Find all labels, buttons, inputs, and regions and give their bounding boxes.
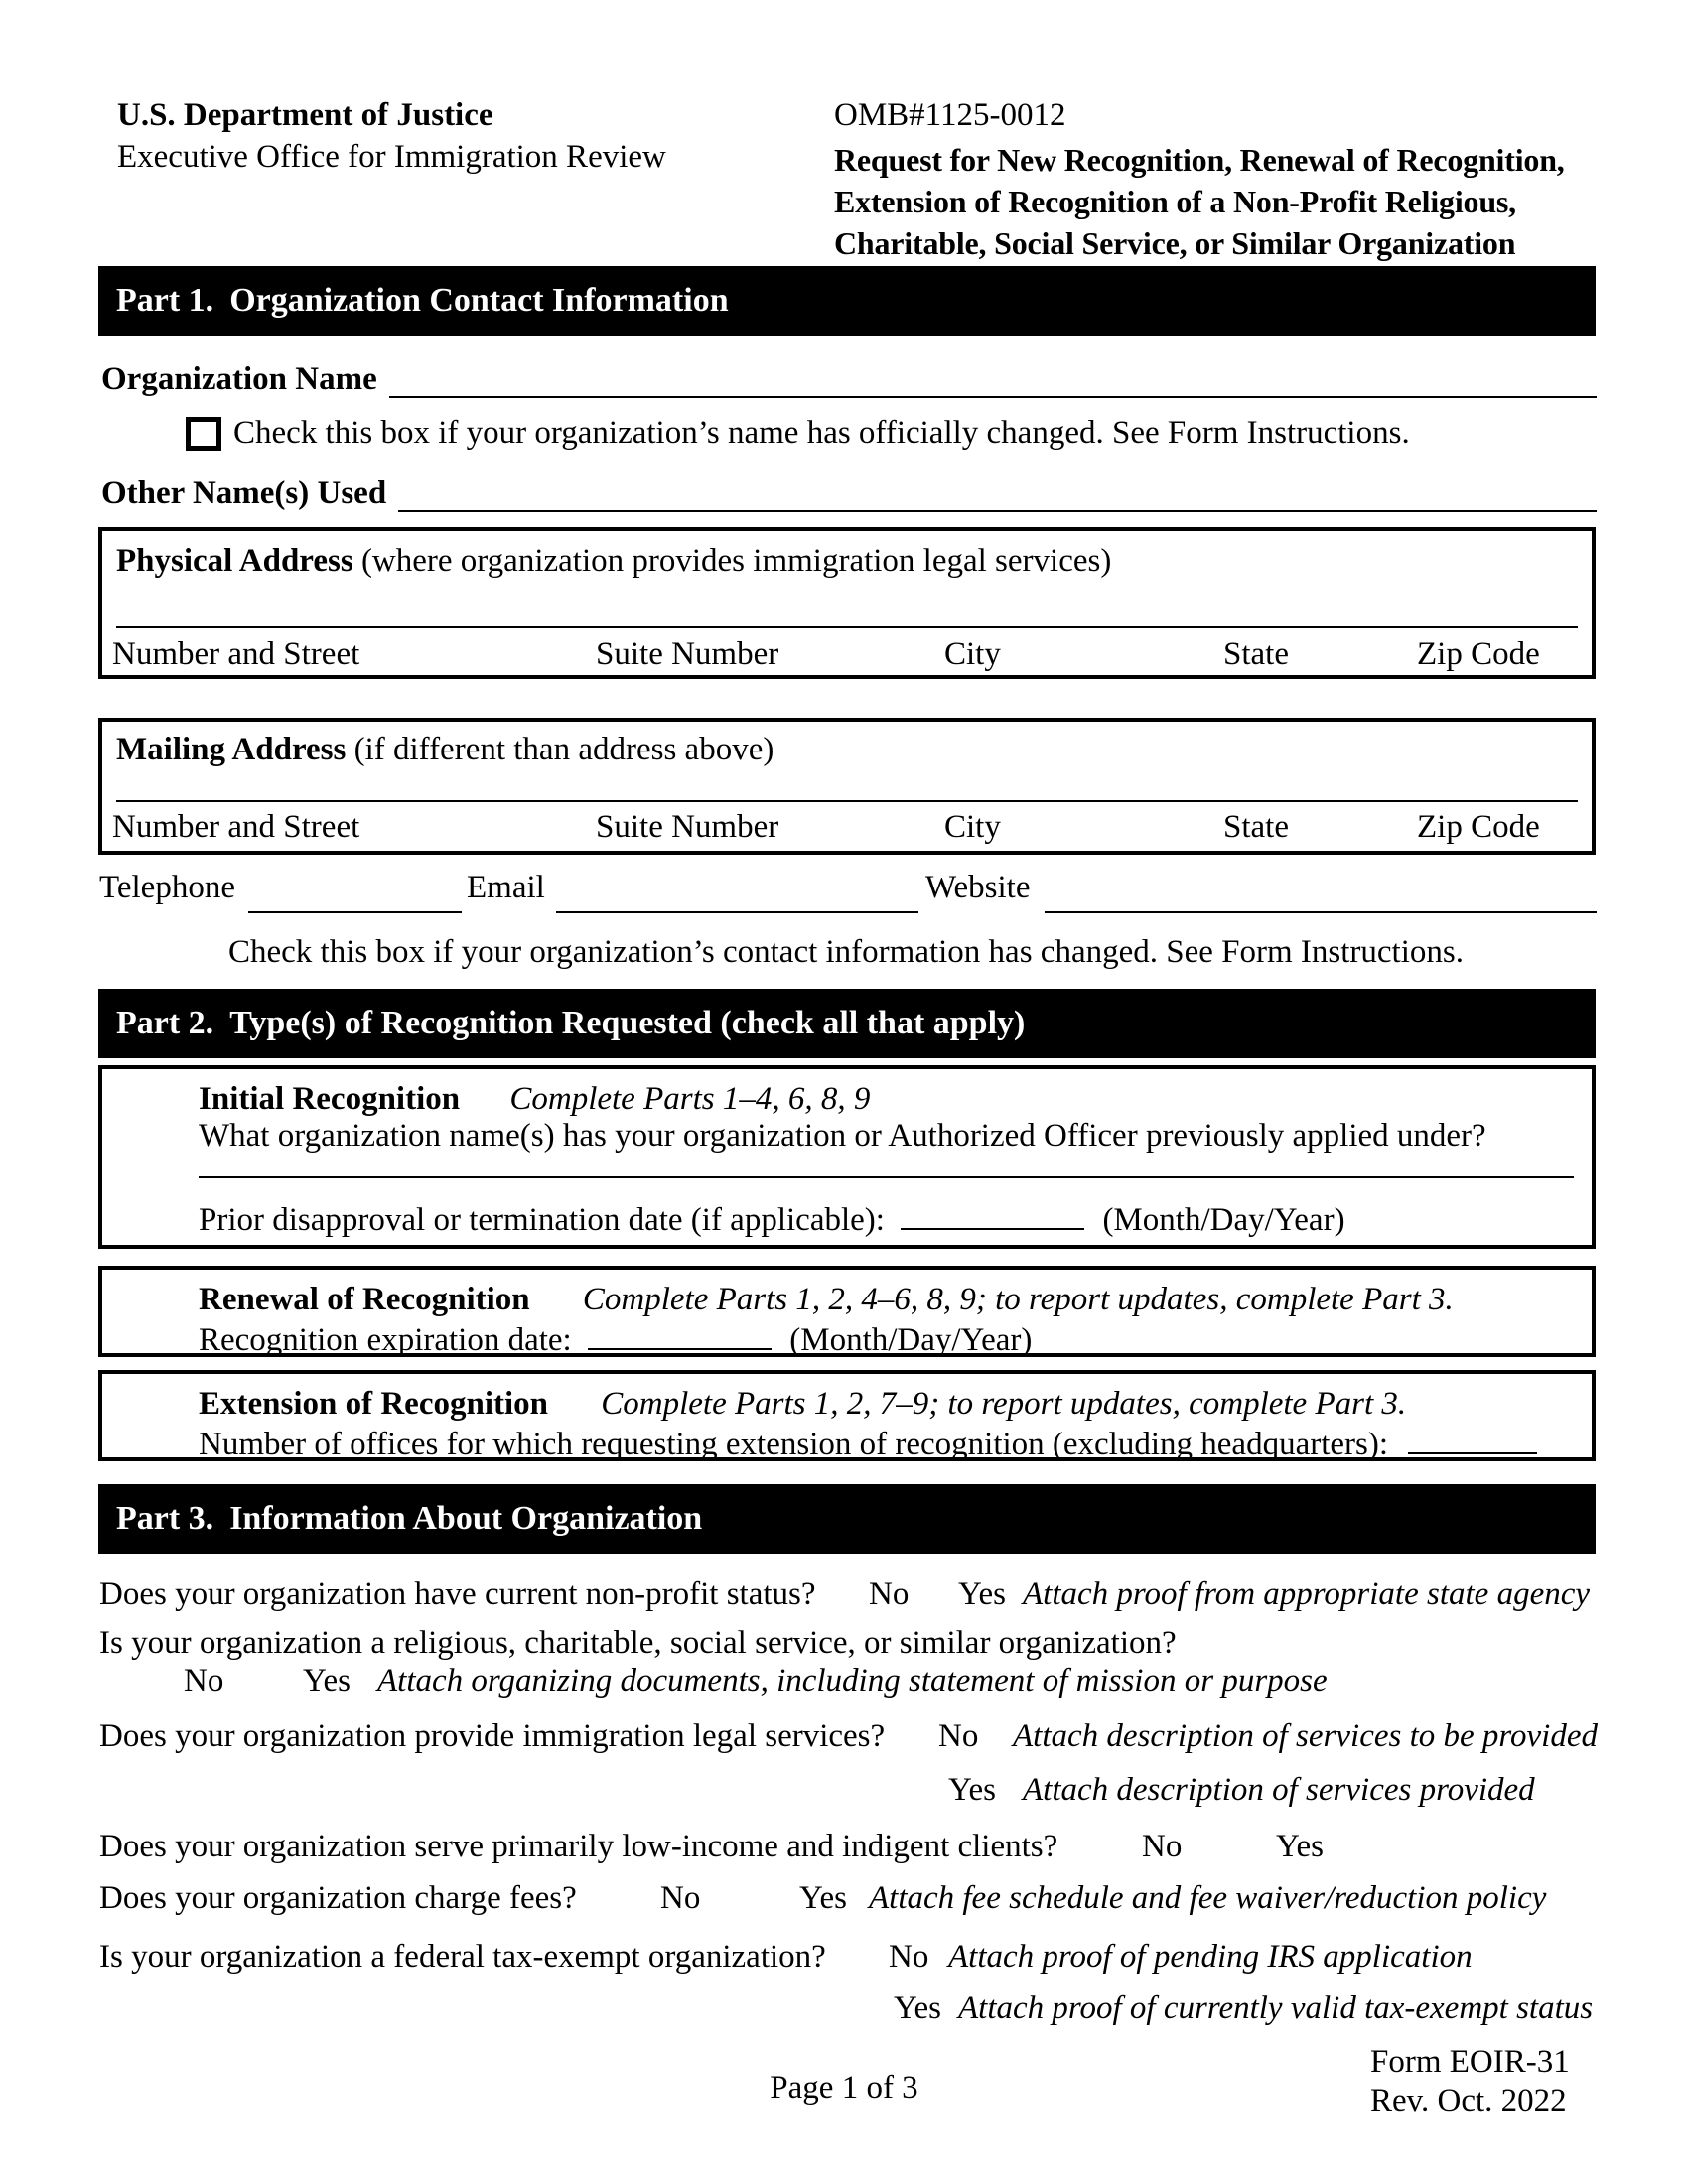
physical-address-label: Physical Address	[116, 543, 353, 579]
part3-header-bar	[98, 1484, 1596, 1554]
office-name: Executive Office for Immigration Review	[117, 139, 666, 175]
part3-number: Part 3.	[116, 1500, 214, 1537]
form-revision: Rev. Oct. 2022	[1370, 2083, 1567, 2118]
mailing-col-suite: Suite Number	[596, 809, 779, 845]
omb-number: OMB#1125-0012	[834, 97, 1066, 133]
q-legal-services-no-attach-note: Attach description of services to be provided	[1013, 1718, 1598, 1754]
mailing-col-state: State	[1223, 809, 1289, 845]
q-legal-services-yes-attach-note: Attach description of services provided	[1023, 1772, 1535, 1808]
physical-col-zip: Zip Code	[1417, 636, 1540, 672]
part2-number: Part 2.	[116, 1005, 214, 1041]
organization-name-input[interactable]	[389, 360, 1597, 398]
other-names-label: Other Name(s) Used	[101, 476, 387, 511]
office-count-input[interactable]	[1408, 1423, 1537, 1454]
mailing-address-label: Mailing Address	[116, 732, 347, 767]
physical-col-state: State	[1223, 636, 1289, 672]
q-low-income-no-option[interactable]: No	[1142, 1829, 1183, 1864]
q-tax-exempt-yes-attach-note: Attach proof of currently valid tax-exempt status	[958, 1990, 1594, 2026]
renewal-recognition-heading	[199, 1282, 1454, 1319]
website-input[interactable]	[1045, 878, 1597, 913]
prior-date-label: Prior disapproval or termination date (if applicable):	[199, 1202, 885, 1238]
mailing-col-number-street: Number and Street	[112, 809, 360, 845]
renewal-recognition-instructions: Complete Parts 1, 2, 4–6, 8, 9; to report updates, complete Part 3.	[582, 1282, 1454, 1317]
q-type-no-option[interactable]: No	[184, 1663, 224, 1699]
form-number: Form EOIR-31	[1370, 2044, 1570, 2080]
initial-recognition-heading	[199, 1081, 870, 1119]
extension-recognition-box[interactable]	[98, 1370, 1596, 1461]
physical-address-input[interactable]	[116, 593, 1578, 628]
physical-col-suite: Suite Number	[596, 636, 779, 672]
q-type-question: Is your organization a religious, charitable, social service, or similar organization?	[99, 1625, 1177, 1661]
physical-address-box	[98, 527, 1596, 679]
previous-names-input[interactable]	[199, 1147, 1574, 1178]
physical-col-number-street: Number and Street	[112, 636, 360, 672]
mailing-address-hint: (if different than address above)	[353, 732, 774, 767]
q-tax-exempt-question: Is your organization a federal tax-exempt organization?	[99, 1939, 826, 1975]
renewal-recognition-box[interactable]	[98, 1266, 1596, 1357]
q-fees-no-option[interactable]: No	[660, 1880, 701, 1916]
extension-recognition-instructions: Complete Parts 1, 2, 7–9; to report updates, complete Part 3.	[601, 1386, 1407, 1422]
q-low-income-yes-option[interactable]: Yes	[1276, 1829, 1325, 1864]
q-tax-exempt-no-attach-note: Attach proof of pending IRS application	[948, 1939, 1473, 1975]
renewal-recognition-label: Renewal of Recognition	[199, 1282, 530, 1317]
q-legal-services-no-option[interactable]: No	[938, 1718, 979, 1754]
form-title-line-1: Request for New Recognition, Renewal of Recognition,	[834, 142, 1565, 178]
part3-title: Information About Organization	[229, 1500, 703, 1537]
other-names-row	[101, 475, 1597, 512]
agency-name: U.S. Department of Justice	[117, 97, 493, 133]
prior-date-input[interactable]	[901, 1198, 1084, 1230]
prior-date-format: (Month/Day/Year)	[1102, 1202, 1345, 1238]
email-input[interactable]	[556, 878, 918, 913]
mailing-address-heading	[116, 732, 774, 769]
contact-changed-label: Check this box if your organization’s contact information has changed. See Form Instructions.	[228, 934, 1464, 970]
part1-number: Part 1.	[116, 282, 214, 319]
q-tax-exempt-no-option[interactable]: No	[889, 1939, 929, 1975]
mailing-address-box	[98, 718, 1596, 855]
telephone-label: Telephone	[99, 870, 235, 905]
other-names-input[interactable]	[398, 475, 1597, 512]
q-legal-services-question: Does your organization provide immigration legal services?	[99, 1718, 886, 1754]
name-changed-row	[186, 415, 1410, 453]
page-number: Page 1 of 3	[770, 2070, 918, 2106]
physical-address-hint: (where organization provides immigration legal services)	[360, 543, 1112, 579]
part1-header-bar	[98, 266, 1596, 336]
part1-title: Organization Contact Information	[229, 282, 729, 319]
initial-recognition-box[interactable]	[98, 1065, 1596, 1249]
q-nonprofit-attach-note: Attach proof from appropriate state agency	[1023, 1576, 1591, 1612]
q-fees-yes-option[interactable]: Yes	[799, 1880, 848, 1916]
form-title-line-3: Charitable, Social Service, or Similar Organization	[834, 225, 1516, 261]
name-changed-label: Check this box if your organization’s name has officially changed. See Form Instructions.	[233, 415, 1410, 451]
name-changed-checkbox[interactable]	[186, 417, 221, 451]
mailing-address-input[interactable]	[116, 766, 1578, 802]
office-count-row	[199, 1423, 1537, 1464]
organization-name-label: Organization Name	[101, 361, 377, 397]
q-fees-question: Does your organization charge fees?	[99, 1880, 577, 1916]
physical-col-city: City	[944, 636, 1001, 672]
mailing-col-zip: Zip Code	[1417, 809, 1540, 845]
q-tax-exempt-yes-option[interactable]: Yes	[894, 1990, 942, 2026]
telephone-input[interactable]	[248, 878, 462, 913]
q-fees-attach-note: Attach fee schedule and fee waiver/reduction policy	[869, 1880, 1547, 1916]
expiration-date-format: (Month/Day/Year)	[789, 1322, 1033, 1358]
organization-name-row	[101, 360, 1597, 398]
website-label: Website	[925, 870, 1031, 905]
q-nonprofit-question: Does your organization have current non-profit status?	[99, 1576, 816, 1612]
prior-date-row	[199, 1198, 1345, 1240]
extension-recognition-heading	[199, 1386, 1406, 1424]
physical-address-heading	[116, 543, 1111, 581]
extension-recognition-label: Extension of Recognition	[199, 1386, 549, 1422]
previous-names-question: What organization name(s) has your organization or Authorized Officer previously applied under?	[199, 1118, 1486, 1154]
email-label: Email	[467, 870, 545, 905]
office-count-label: Number of offices for which requesting extension of recognition (excluding headquarters):	[199, 1427, 1389, 1462]
part2-title: Type(s) of Recognition Requested (check all that apply)	[229, 1005, 1026, 1041]
q-nonprofit-no-option[interactable]: No	[869, 1576, 910, 1612]
initial-recognition-label: Initial Recognition	[199, 1081, 461, 1117]
q-legal-services-yes-option[interactable]: Yes	[948, 1772, 997, 1808]
part2-header-bar	[98, 989, 1596, 1058]
mailing-col-city: City	[944, 809, 1001, 845]
expiration-date-row	[199, 1318, 1032, 1360]
q-low-income-question: Does your organization serve primarily low-income and indigent clients?	[99, 1829, 1058, 1864]
form-id-block	[1370, 2043, 1570, 2120]
form-title-line-2: Extension of Recognition of a Non-Profit Religious,	[834, 184, 1516, 219]
initial-recognition-instructions: Complete Parts 1–4, 6, 8, 9	[509, 1081, 871, 1117]
expiration-date-input[interactable]	[588, 1318, 772, 1350]
q-type-yes-option[interactable]: Yes	[303, 1663, 352, 1699]
q-type-attach-note: Attach organizing documents, including statement of mission or purpose	[377, 1663, 1328, 1699]
expiration-date-label: Recognition expiration date:	[199, 1322, 572, 1358]
q-nonprofit-yes-option[interactable]: Yes	[958, 1576, 1007, 1612]
